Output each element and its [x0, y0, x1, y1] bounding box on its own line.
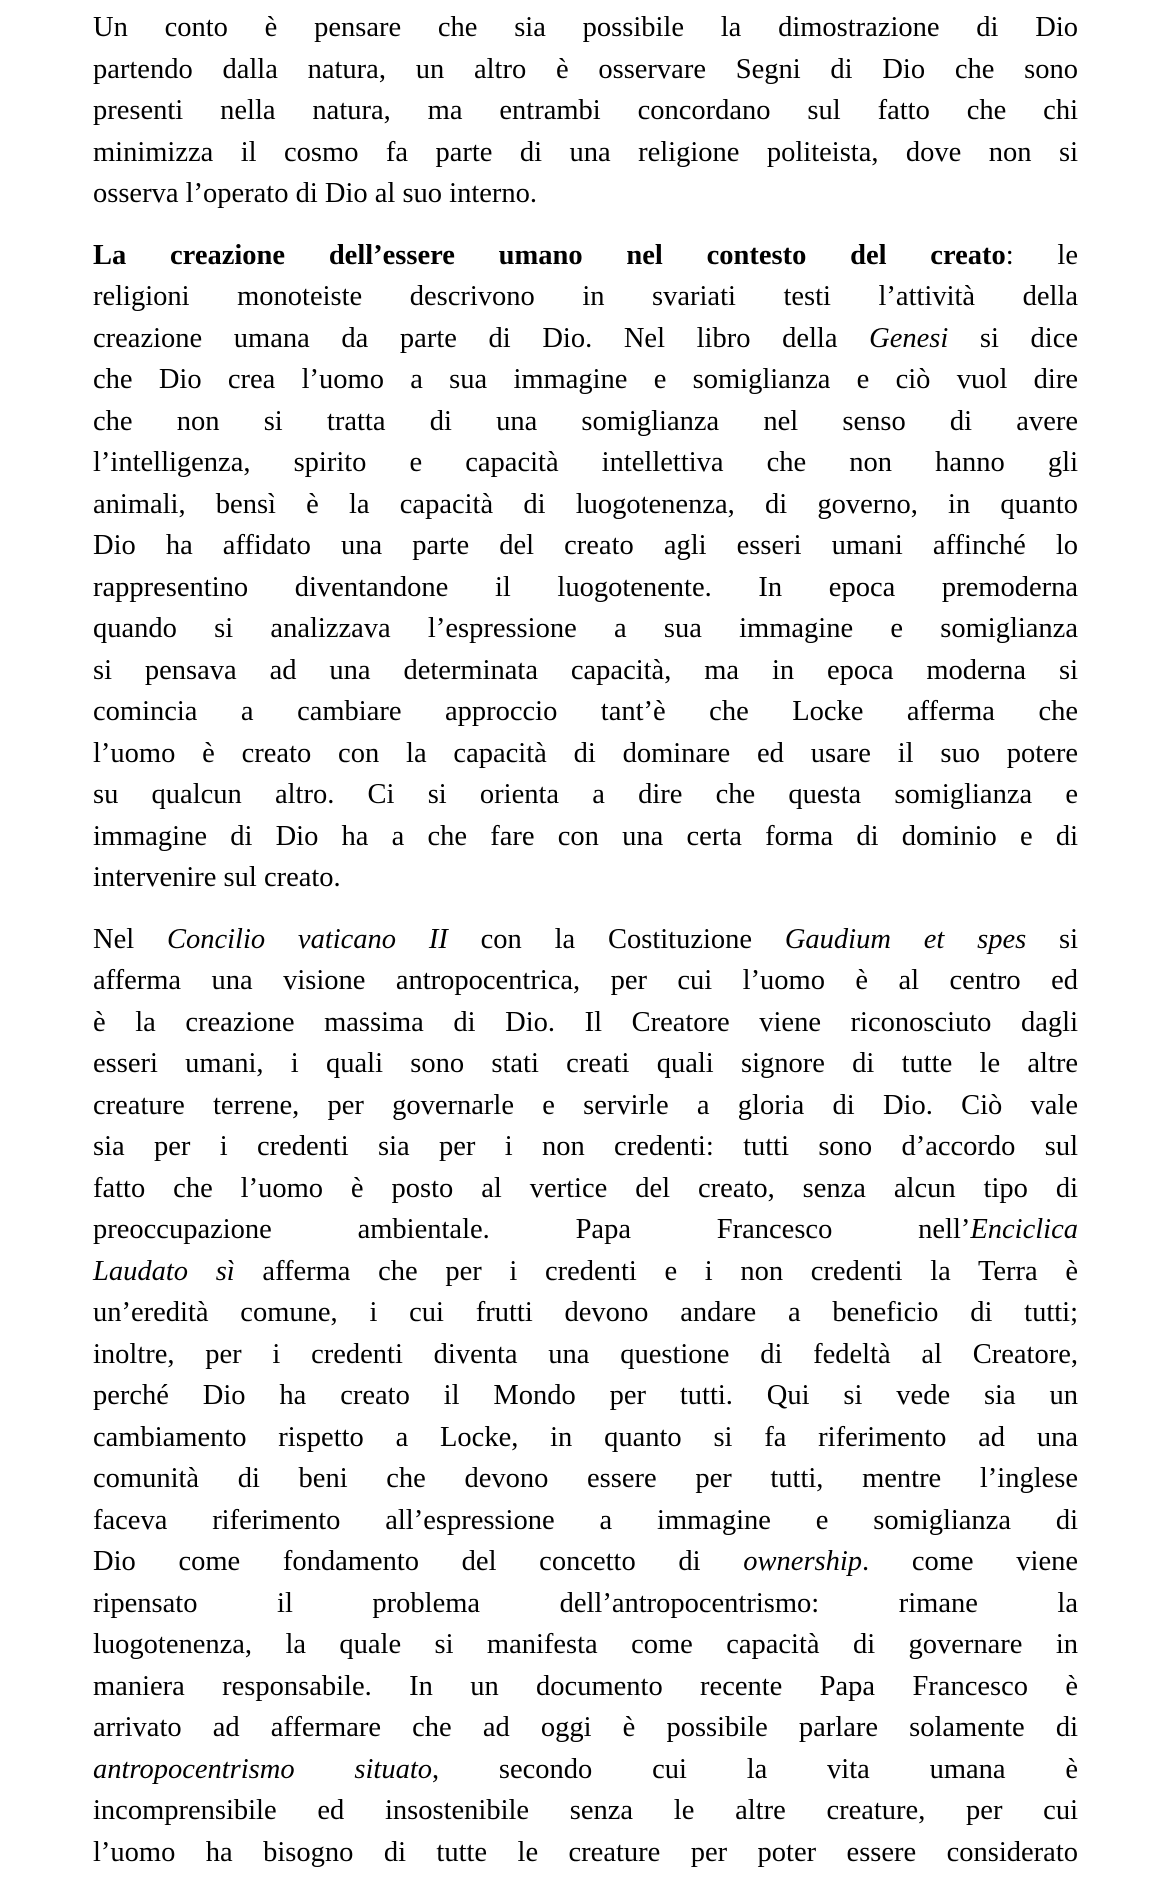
- text-segment: che Dio crea l’uomo a sua immagine e somiglianza e ciò vuol dire: [93, 364, 1078, 395]
- text-segment: che non si tratta di una somiglianza nel senso di avere: [93, 405, 1078, 437]
- text-line: [93, 401, 1078, 443]
- text-segment-italic: ownership: [743, 1546, 863, 1577]
- text-segment-italic: Laudato sì: [93, 1255, 235, 1287]
- text-segment: con la Costituzione: [447, 923, 785, 955]
- text-line: [93, 1292, 1078, 1334]
- text-line: [93, 774, 1078, 816]
- text-segment: si: [1026, 923, 1078, 955]
- text-line: [93, 132, 1078, 174]
- text-line: [93, 484, 1078, 526]
- text-segment-italic: Gaudium et spes: [784, 923, 1027, 955]
- text-line: [93, 608, 1078, 650]
- text-segment: Nel: [93, 923, 167, 955]
- text-segment: quando si analizzava l’espressione a sua immagine e somiglianza: [93, 613, 1078, 644]
- text-line: [93, 1541, 1078, 1583]
- text-segment: presenti nella natura, ma entrambi concordano sul fatto che chi: [93, 95, 1078, 126]
- text-line: [93, 1209, 1078, 1251]
- paragraph-concilio-vaticano: [93, 919, 1078, 1874]
- text-line: [93, 1085, 1078, 1127]
- text-line: [93, 1832, 1078, 1874]
- text-line: [93, 173, 1078, 215]
- text-segment: partendo dalla natura, un altro è osservare Segni di Dio che sono: [93, 53, 1078, 85]
- text-line: [93, 567, 1078, 609]
- text-segment: , secondo cui la vita umana è: [432, 1753, 1078, 1785]
- text-segment: ripensato il problema dell’antropocentrismo: rimane la: [93, 1587, 1078, 1619]
- text-segment-italic: Genesi: [869, 322, 949, 354]
- text-segment: fatto che l’uomo è posto al vertice del creato, senza alcun tipo di: [93, 1172, 1078, 1204]
- text-line: [93, 857, 1078, 899]
- text-segment: faceva riferimento all’espressione a immagine e somiglianza di: [93, 1504, 1078, 1536]
- text-line: [93, 1707, 1078, 1749]
- text-line: [93, 650, 1078, 692]
- paragraph-creazione-essere-umano: [93, 235, 1078, 899]
- text-segment: religioni monoteiste descrivono in svariati testi l’attività della: [93, 281, 1078, 312]
- text-line: [93, 1749, 1078, 1791]
- text-segment: osserva l’operato di Dio al suo interno.: [93, 178, 538, 209]
- text-segment: afferma che per i credenti e i non credenti la Terra è: [234, 1255, 1078, 1287]
- text-line: [93, 442, 1078, 484]
- text-segment: si dice: [948, 322, 1078, 354]
- text-line: [93, 1375, 1078, 1417]
- text-segment: maniera responsabile. In un documento recente Papa Francesco è: [93, 1670, 1078, 1702]
- text-segment: minimizza il cosmo fa parte di una religione politeista, dove non si: [93, 136, 1078, 168]
- text-line: [93, 90, 1078, 132]
- text-line: [93, 1500, 1078, 1542]
- text-segment: Dio come fondamento del concetto di: [93, 1546, 744, 1577]
- text-segment: l’uomo ha bisogno di tutte le creature per poter essere considerato: [93, 1836, 1078, 1868]
- text-segment-italic: antropocentrismo situato: [93, 1753, 432, 1785]
- text-line: [93, 1790, 1078, 1832]
- text-line: [93, 7, 1078, 49]
- text-segment: si pensava ad una determinata capacità, ma in epoca moderna si: [93, 654, 1078, 686]
- text-segment: cambiamento rispetto a Locke, in quanto si fa riferimento ad una: [93, 1421, 1078, 1453]
- text-line: [93, 235, 1078, 277]
- text-line: [93, 359, 1078, 401]
- text-segment-italic: Enciclica: [970, 1214, 1078, 1245]
- text-segment: intervenire sul creato.: [93, 862, 341, 893]
- text-segment: : le: [1005, 239, 1078, 271]
- text-line: [93, 1624, 1078, 1666]
- text-segment-bold: La creazione dell’essere umano nel contesto del creato: [93, 239, 1006, 271]
- text-line: [93, 1168, 1078, 1210]
- text-line: [93, 1458, 1078, 1500]
- text-line: [93, 1126, 1078, 1168]
- text-segment: sia per i credenti sia per i non credenti: tutti sono d’accordo sul: [93, 1131, 1078, 1162]
- text-segment: comunità di beni che devono essere per tutti, mentre l’inglese: [93, 1463, 1078, 1494]
- text-segment: rappresentino diventandone il luogotenente. In epoca premoderna: [93, 571, 1078, 603]
- text-line: [93, 1251, 1078, 1293]
- text-segment: immagine di Dio ha a che fare con una certa forma di dominio e di: [93, 820, 1078, 852]
- text-line: [93, 276, 1078, 318]
- text-segment-italic: Concilio vaticano II: [166, 923, 448, 955]
- text-segment: comincia a cambiare approccio tant’è che Locke afferma che: [93, 696, 1078, 727]
- text-segment: l’intelligenza, spirito e capacità intellettiva che non hanno gli: [93, 447, 1078, 478]
- paragraph-intro: [93, 7, 1078, 215]
- text-line: [93, 816, 1078, 858]
- text-segment: . come viene: [862, 1546, 1078, 1577]
- text-line: [93, 525, 1078, 567]
- text-segment: esseri umani, i quali sono stati creati quali signore di tutte le altre: [93, 1048, 1078, 1079]
- text-segment: è la creazione massima di Dio. Il Creatore viene riconosciuto dagli: [93, 1006, 1078, 1038]
- text-segment: Dio ha affidato una parte del creato agli esseri umani affinché lo: [93, 530, 1078, 561]
- text-segment: afferma una visione antropocentrica, per cui l’uomo è al centro ed: [93, 965, 1078, 996]
- text-line: [93, 1334, 1078, 1376]
- text-line: [93, 318, 1078, 360]
- text-line: [93, 691, 1078, 733]
- text-line: [93, 49, 1078, 91]
- text-line: [93, 1043, 1078, 1085]
- text-line: [93, 1417, 1078, 1459]
- text-segment: su qualcun altro. Ci si orienta a dire che questa somiglianza e: [93, 779, 1078, 810]
- text-segment: un’eredità comune, i cui frutti devono andare a beneficio di tutti;: [93, 1297, 1078, 1328]
- text-segment: creazione umana da parte di Dio. Nel libro della: [93, 322, 870, 354]
- text-segment: perché Dio ha creato il Mondo per tutti. Qui si vede sia un: [93, 1380, 1078, 1411]
- text-line: [93, 960, 1078, 1002]
- text-line: [93, 1583, 1078, 1625]
- text-segment: incomprensibile ed insostenibile senza le altre creature, per cui: [93, 1795, 1078, 1826]
- text-segment: preoccupazione ambientale. Papa Francesco nell’: [93, 1214, 971, 1245]
- text-segment: animali, bensì è la capacità di luogotenenza, di governo, in quanto: [93, 488, 1078, 520]
- text-segment: luogotenenza, la quale si manifesta come capacità di governare in: [93, 1629, 1078, 1660]
- text-line: [93, 1002, 1078, 1044]
- text-segment: inoltre, per i credenti diventa una questione di fedeltà al Creatore,: [93, 1338, 1078, 1370]
- text-segment: creature terrene, per governarle e servirle a gloria di Dio. Ciò vale: [93, 1089, 1078, 1121]
- text-line: [93, 733, 1078, 775]
- text-segment: Un conto è pensare che sia possibile la dimostrazione di Dio: [93, 12, 1078, 43]
- text-segment: arrivato ad affermare che ad oggi è possibile parlare solamente di: [93, 1712, 1078, 1743]
- text-line: [93, 919, 1078, 961]
- text-segment: l’uomo è creato con la capacità di dominare ed usare il suo potere: [93, 737, 1078, 769]
- text-line: [93, 1666, 1078, 1708]
